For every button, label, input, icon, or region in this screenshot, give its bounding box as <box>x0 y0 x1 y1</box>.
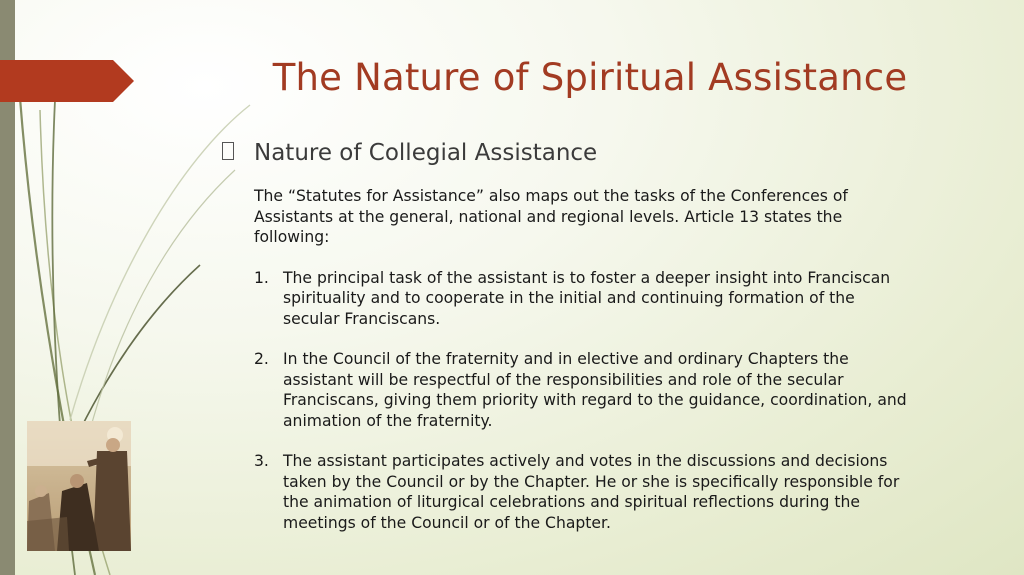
intro-paragraph: The “Statutes for Assistance” also maps out the tasks of the Conferences of Assistants at the general, national and regional levels. Article 13 states the following: <box>254 187 848 246</box>
list-item-number: 2. <box>254 350 269 368</box>
list-item <box>254 349 914 431</box>
list-item <box>254 451 914 533</box>
list-item <box>254 268 914 330</box>
list-item-number: 3. <box>254 452 269 470</box>
slide-body <box>254 186 914 553</box>
square-bullet-icon <box>222 142 234 160</box>
sepia-saints-painting <box>27 421 131 551</box>
slide-title: The Nature of Spiritual Assistance <box>272 56 908 99</box>
list-item-text: In the Council of the fraternity and in elective and ordinary Chapters the assistant will be respectful of the responsibilities and role of the secular Franciscans, giving them priority with regard to the guidance, coordination, and animation of the fraternity. <box>283 350 907 430</box>
list-item-number: 1. <box>254 268 269 287</box>
article-list <box>254 268 914 534</box>
list-item-text: The assistant participates actively and votes in the discussions and decisions taken by the Council or by the Chapter. He or she is specifically responsible for the animation of liturgical celebrations and spiritual reflections during the meetings of the Council or of the Chapter. <box>283 452 900 532</box>
section-heading: Nature of Collegial Assistance <box>254 140 598 166</box>
list-item-text: The principal task of the assistant is to foster a deeper insight into Franciscan spirituality and to cooperate in the initial and continuing formation of the secular Franciscans. <box>283 268 891 328</box>
title-accent-arrow <box>0 60 135 102</box>
